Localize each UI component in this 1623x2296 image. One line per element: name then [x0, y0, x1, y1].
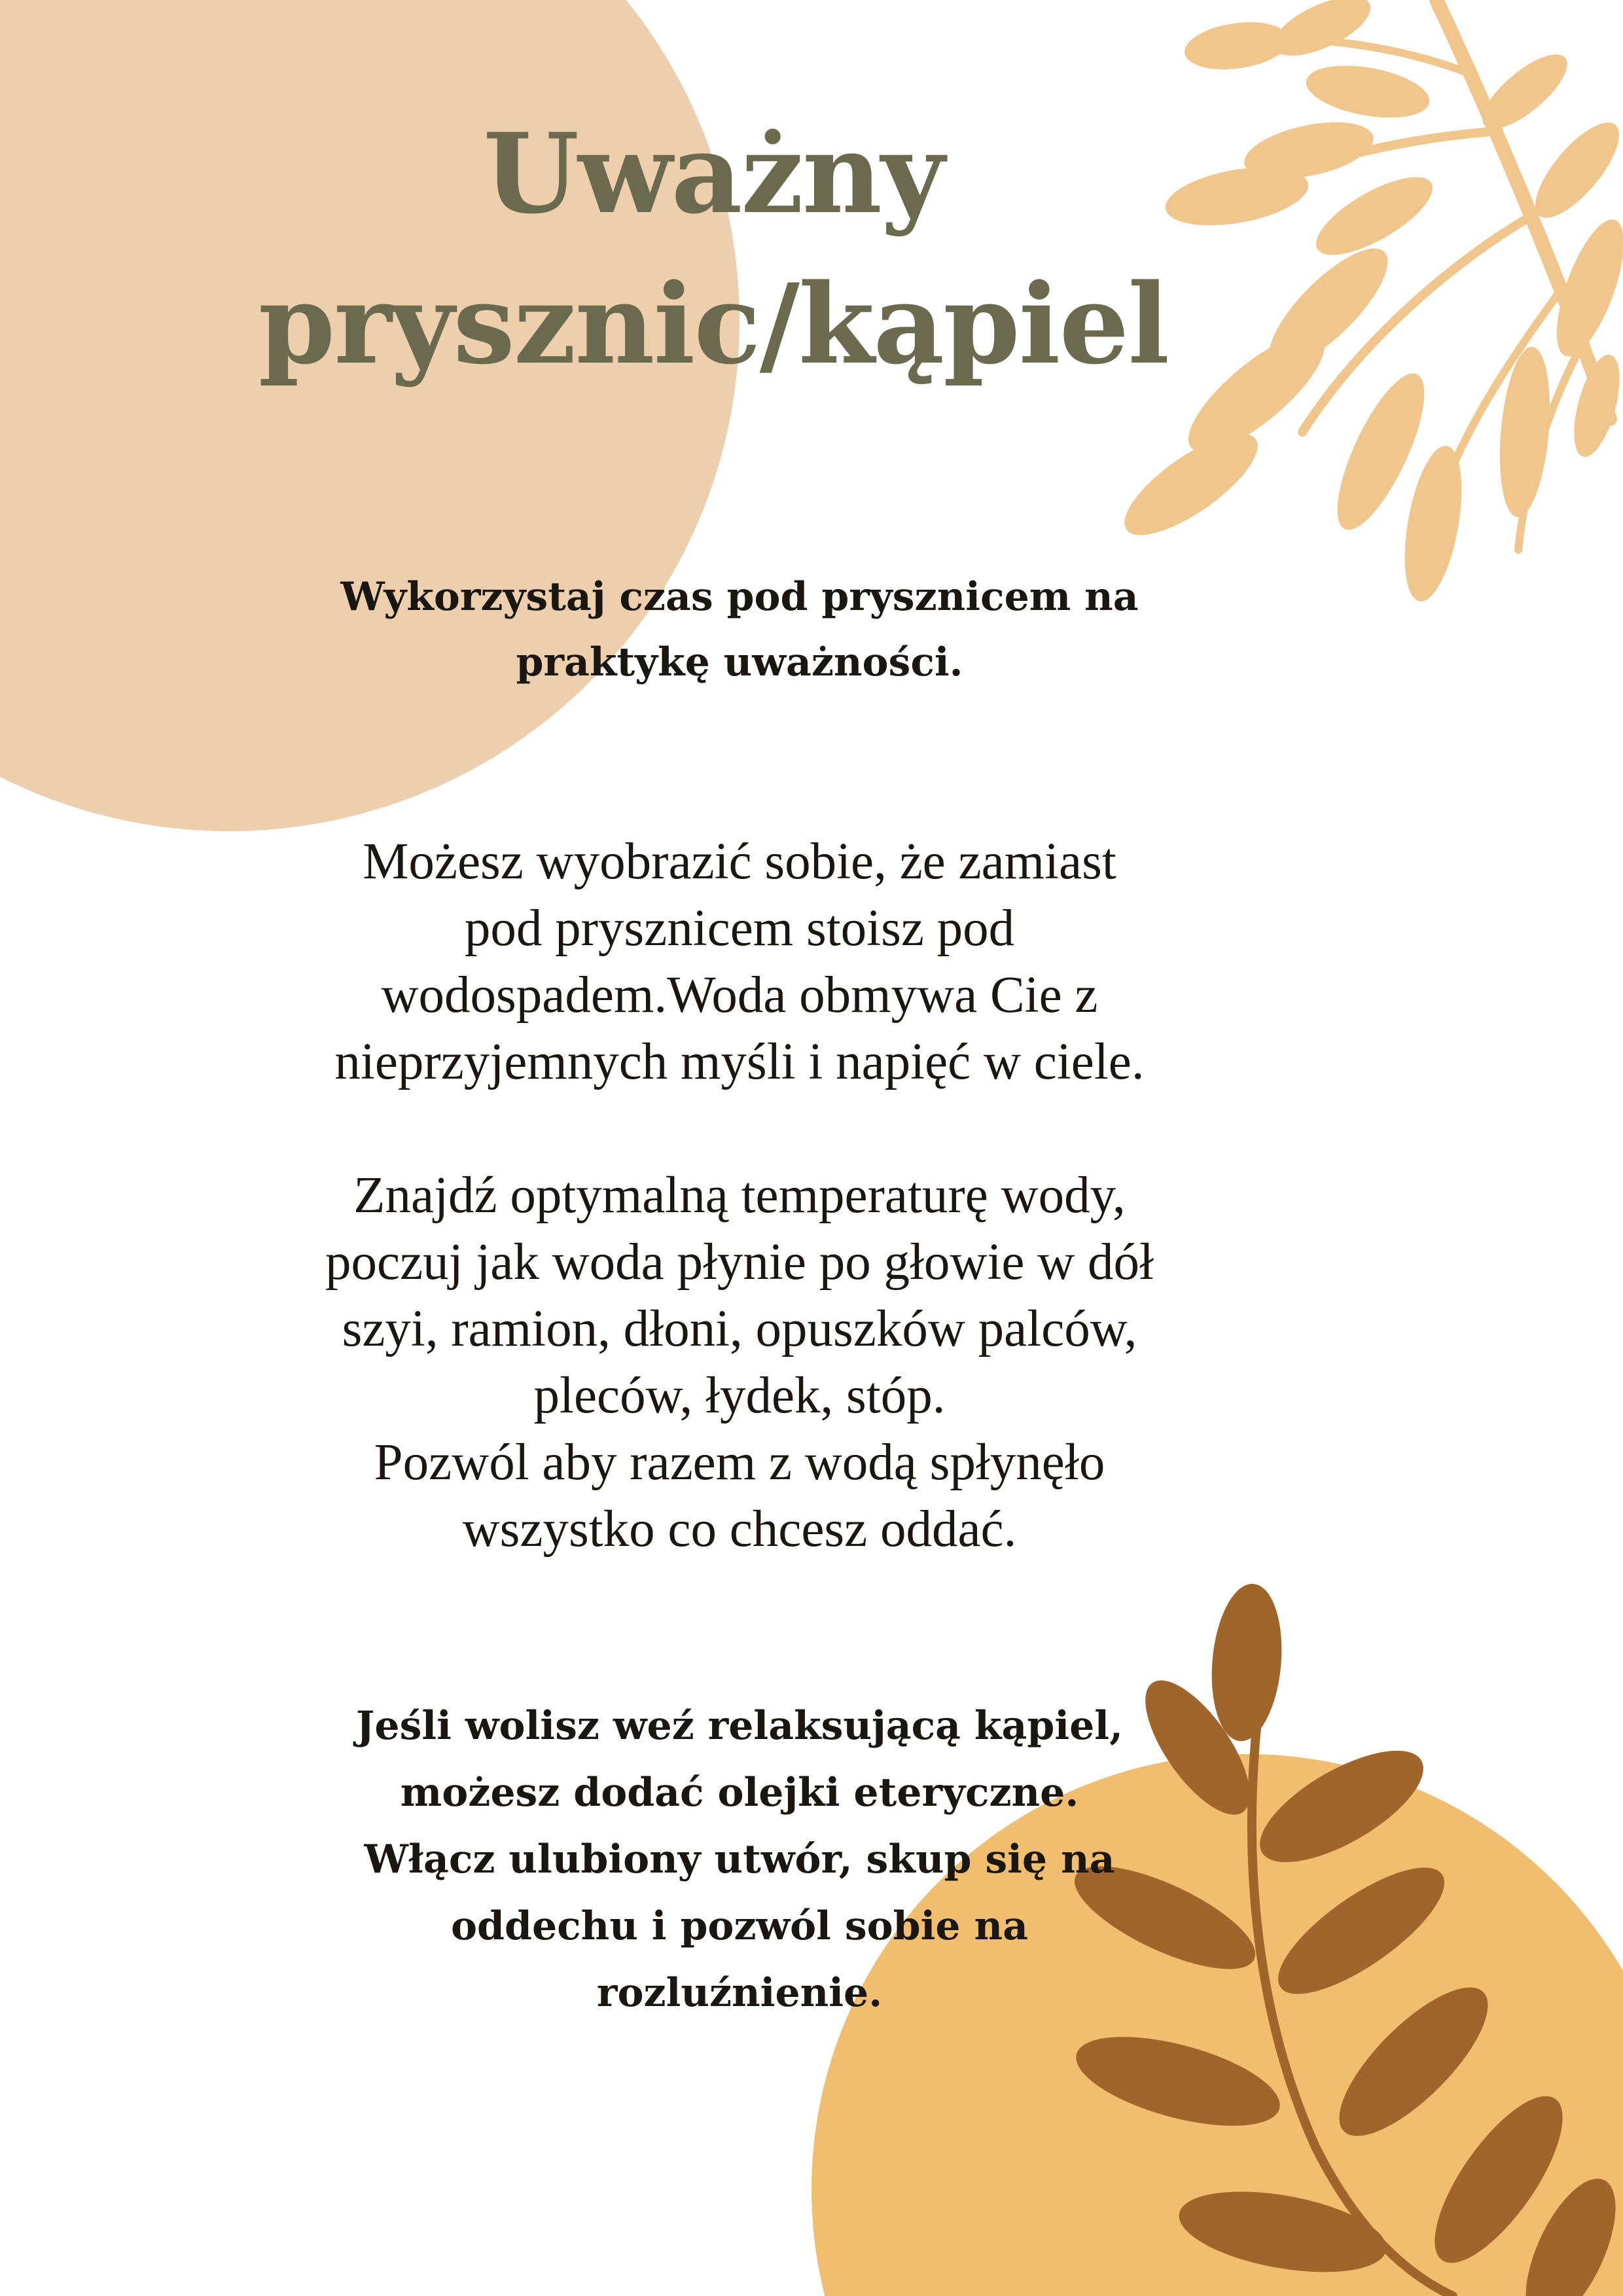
bath-tip-line: rozluźnienie. — [596, 1970, 883, 2016]
paragraph-waterfall — [262, 829, 1217, 1096]
bath-tip-text — [262, 1693, 1217, 2026]
bath-tip-line: możesz dodać olejki eteryczne. — [400, 1770, 1079, 1816]
paragraph-line: szyi, ramion, dłoni, opuszków palców, — [342, 1300, 1137, 1357]
paragraph-line: wodospadem.Woda obmywa Cie z — [381, 967, 1098, 1024]
intro-line: praktykę uważności. — [516, 639, 963, 685]
paragraph-line: Możesz wyobrazić sobie, że zamiast — [363, 833, 1116, 890]
intro-text — [262, 564, 1217, 695]
paragraph-line: pod prysznicem stoisz pod — [464, 900, 1015, 957]
paragraph-line: pleców, łydek, stóp. — [533, 1367, 946, 1424]
paragraph-line: wszystko co chcesz oddać. — [462, 1501, 1017, 1558]
paragraph-line: Pozwól aby razem z wodą spłynęło — [374, 1434, 1105, 1491]
bath-tip-line: Jeśli wolisz weź relaksującą kąpiel, — [356, 1703, 1123, 1749]
bath-tip-line: oddechu i pozwól sobie na — [451, 1903, 1028, 1949]
title-line: Uważny — [483, 109, 944, 238]
intro-line: Wykorzystaj czas pod prysznicem na — [340, 574, 1139, 620]
title-line: prysznic/kąpiel — [258, 259, 1169, 389]
page-title — [0, 98, 1427, 399]
paragraph-line: nieprzyjemnych myśli i napięć w ciele. — [334, 1033, 1145, 1090]
bath-tip-line: Włącz ulubiony utwór, skup się na — [364, 1837, 1115, 1882]
paragraph-line: poczuj jak woda płynie po głowie w dół — [325, 1234, 1154, 1291]
paragraph-temperature — [262, 1162, 1217, 1563]
paragraph-line: Znajdź optymalną temperaturę wody, — [353, 1167, 1126, 1224]
